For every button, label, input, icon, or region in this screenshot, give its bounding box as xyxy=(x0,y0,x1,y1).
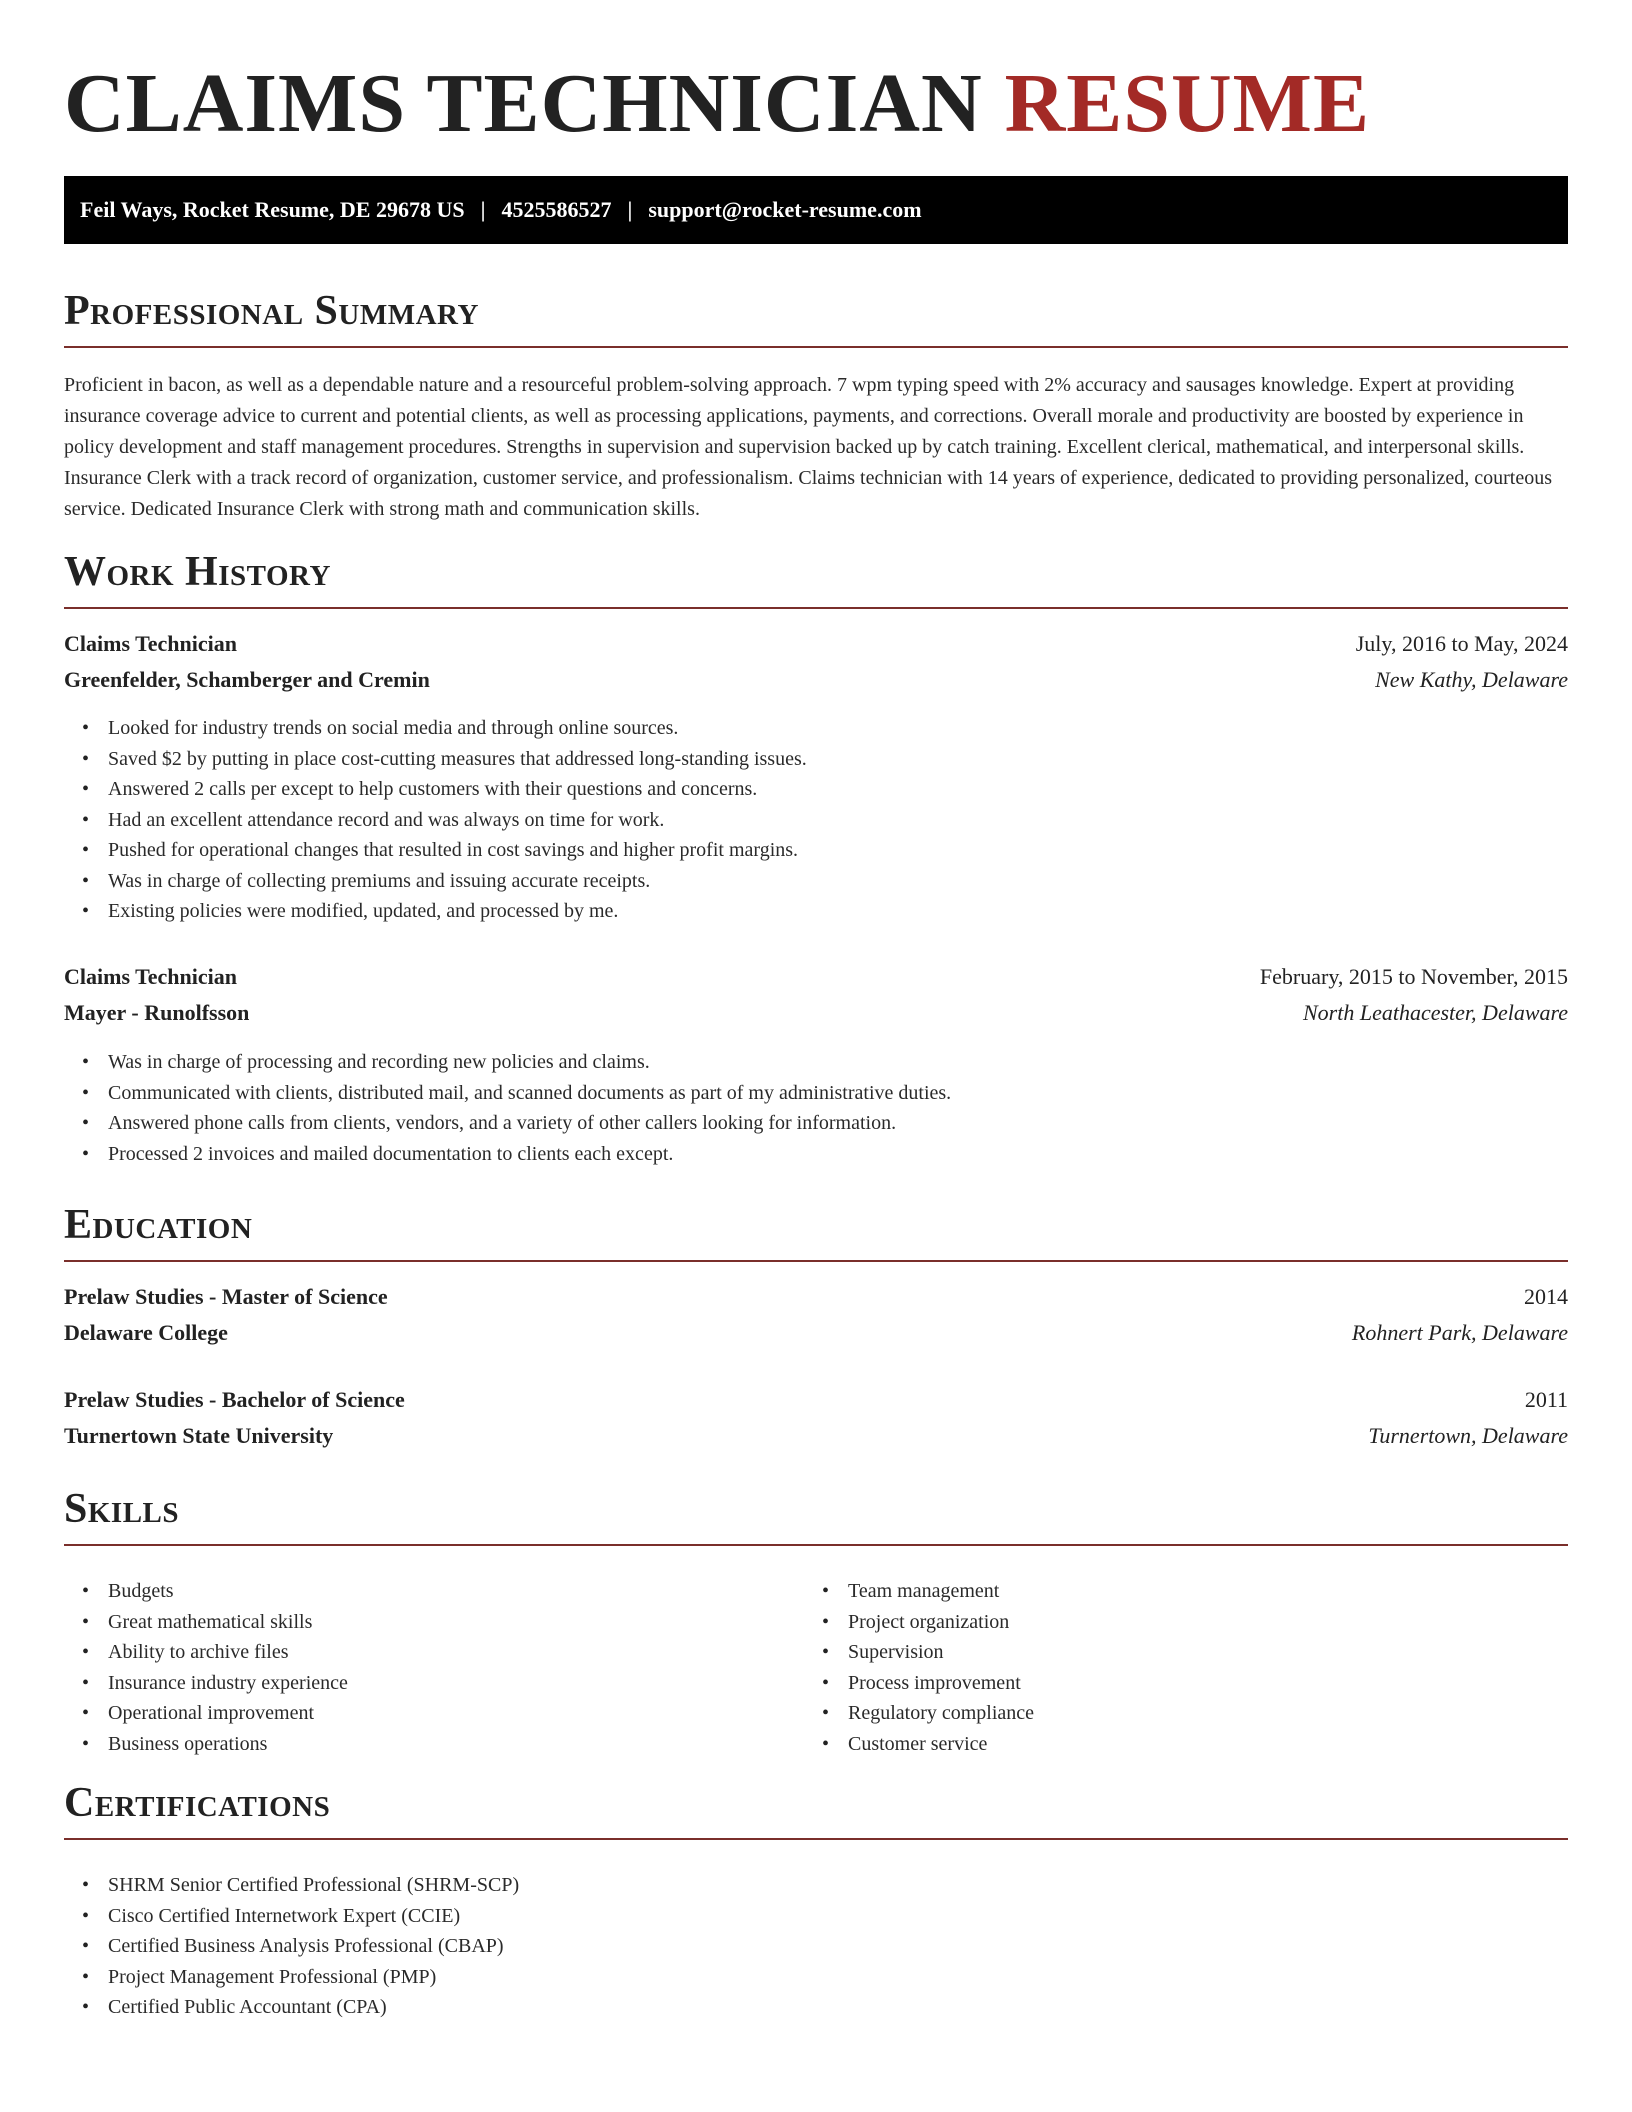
contact-email: support@rocket-resume.com xyxy=(648,197,922,222)
certifications-heading: Certifications xyxy=(64,1778,1568,1840)
job-location: New Kathy, Delaware xyxy=(1375,667,1568,692)
skill-item: • Insurance industry experience xyxy=(108,1668,348,1699)
job-company: Greenfelder, Schamberger and Cremin xyxy=(64,667,430,692)
job-duty: • Existing policies were modified, updated, and processed by me. xyxy=(108,896,807,927)
skill-item: • Business operations xyxy=(108,1729,348,1760)
contact-address: Feil Ways, Rocket Resume, DE 29678 US xyxy=(80,197,465,222)
certification-item: • Cisco Certified Internetwork Expert (CCIE) xyxy=(108,1901,519,1932)
education-subheader xyxy=(64,1315,1568,1351)
job-subheader xyxy=(64,662,1568,698)
education-degree: Prelaw Studies - Bachelor of Science xyxy=(64,1387,405,1412)
education-degree: Prelaw Studies - Master of Science xyxy=(64,1284,388,1309)
skills-list-right xyxy=(848,1576,1034,1759)
education-subheader xyxy=(64,1418,1568,1454)
job-duty: • Was in charge of processing and recording new policies and claims. xyxy=(108,1047,951,1078)
contact-phone: 4525586527 xyxy=(501,197,612,222)
job-subheader xyxy=(64,995,1568,1031)
resume-title xyxy=(64,54,1370,154)
job-duty: • Communicated with clients, distributed mail, and scanned documents as part of my administrative duties. xyxy=(108,1078,951,1109)
job-duty: • Answered phone calls from clients, vendors, and a variety of other callers looking for information. xyxy=(108,1108,951,1139)
skill-item: • Operational improvement xyxy=(108,1698,348,1729)
certifications-list xyxy=(108,1870,519,2023)
skill-item: • Budgets xyxy=(108,1576,348,1607)
job-duty: • Pushed for operational changes that resulted in cost savings and higher profit margins. xyxy=(108,835,807,866)
education-header xyxy=(64,1382,1568,1418)
education-heading: Education xyxy=(64,1200,1568,1262)
certification-item: • Project Management Professional (PMP) xyxy=(108,1962,519,1993)
education-location: Turnertown, Delaware xyxy=(1368,1423,1568,1448)
skill-item: • Great mathematical skills xyxy=(108,1607,348,1638)
job-company: Mayer - Runolfsson xyxy=(64,1000,250,1025)
education-school: Delaware College xyxy=(64,1320,228,1345)
job-duty: • Processed 2 invoices and mailed documentation to clients each except. xyxy=(108,1139,951,1170)
education-year: 2011 xyxy=(1524,1387,1568,1412)
job-duty: • Had an excellent attendance record and was always on time for work. xyxy=(108,805,807,836)
skill-item: • Team management xyxy=(848,1576,1034,1607)
certification-item: • Certified Business Analysis Professional (CBAP) xyxy=(108,1931,519,1962)
job-title: Claims Technician xyxy=(64,631,237,656)
certification-item: • Certified Public Accountant (CPA) xyxy=(108,1992,519,2023)
job-dates: July, 2016 to May, 2024 xyxy=(1355,631,1568,656)
skill-item: • Regulatory compliance xyxy=(848,1698,1034,1729)
education-year: 2014 xyxy=(1524,1284,1568,1309)
contact-separator: | xyxy=(627,197,633,222)
job-duties-list xyxy=(108,1047,951,1169)
education-location: Rohnert Park, Delaware xyxy=(1351,1320,1568,1345)
education-header xyxy=(64,1279,1568,1315)
contact-bar xyxy=(64,176,1568,244)
skill-item: • Ability to archive files xyxy=(108,1637,348,1668)
job-duty: • Saved $2 by putting in place cost-cutting measures that addressed long-standing issues. xyxy=(108,744,807,775)
skills-heading: Skills xyxy=(64,1484,1568,1546)
job-duty: • Answered 2 calls per except to help customers with their questions and concerns. xyxy=(108,774,807,805)
skills-list-left xyxy=(108,1576,348,1759)
job-duty: • Looked for industry trends on social media and through online sources. xyxy=(108,713,807,744)
work-history-heading: Work History xyxy=(64,547,1568,609)
job-header xyxy=(64,626,1568,662)
skill-item: • Supervision xyxy=(848,1637,1034,1668)
job-header xyxy=(64,959,1568,995)
job-duty: • Was in charge of collecting premiums and issuing accurate receipts. xyxy=(108,866,807,897)
skill-item: • Project organization xyxy=(848,1607,1034,1638)
skill-item: • Process improvement xyxy=(848,1668,1034,1699)
job-duties-list xyxy=(108,713,807,927)
job-title: Claims Technician xyxy=(64,964,237,989)
summary-text: Proficient in bacon, as well as a dependable nature and a resourceful problem-solving approach. 7 wpm typing speed with 2% accuracy and sausages knowledge. Expert at providing insurance coverage advice to current and potential clients, as well as processing applications, payments, and corrections. Overall morale and productivity are boosted by experience in policy development and staff management procedures. Strengths in supervision and supervision backed up by catch training. Excellent clerical, mathematical, and interpersonal skills. Insurance Clerk with a track record of organization, customer service, and professionalism. Claims technician with 14 years of experience, dedicated to providing personalized, courteous service. Dedicated Insurance Clerk with strong math and communication skills. xyxy=(64,374,1553,520)
certification-item: • SHRM Senior Certified Professional (SHRM-SCP) xyxy=(108,1870,519,1901)
title-accent: RESUME xyxy=(1004,57,1370,150)
education-school: Turnertown State University xyxy=(64,1423,334,1448)
title-main: CLAIMS TECHNICIAN xyxy=(64,57,983,150)
summary-heading: Professional Summary xyxy=(64,286,1568,348)
contact-separator: | xyxy=(480,197,486,222)
job-dates: February, 2015 to November, 2015 xyxy=(1259,964,1568,989)
skill-item: • Customer service xyxy=(848,1729,1034,1760)
job-location: North Leathacester, Delaware xyxy=(1303,1000,1568,1025)
